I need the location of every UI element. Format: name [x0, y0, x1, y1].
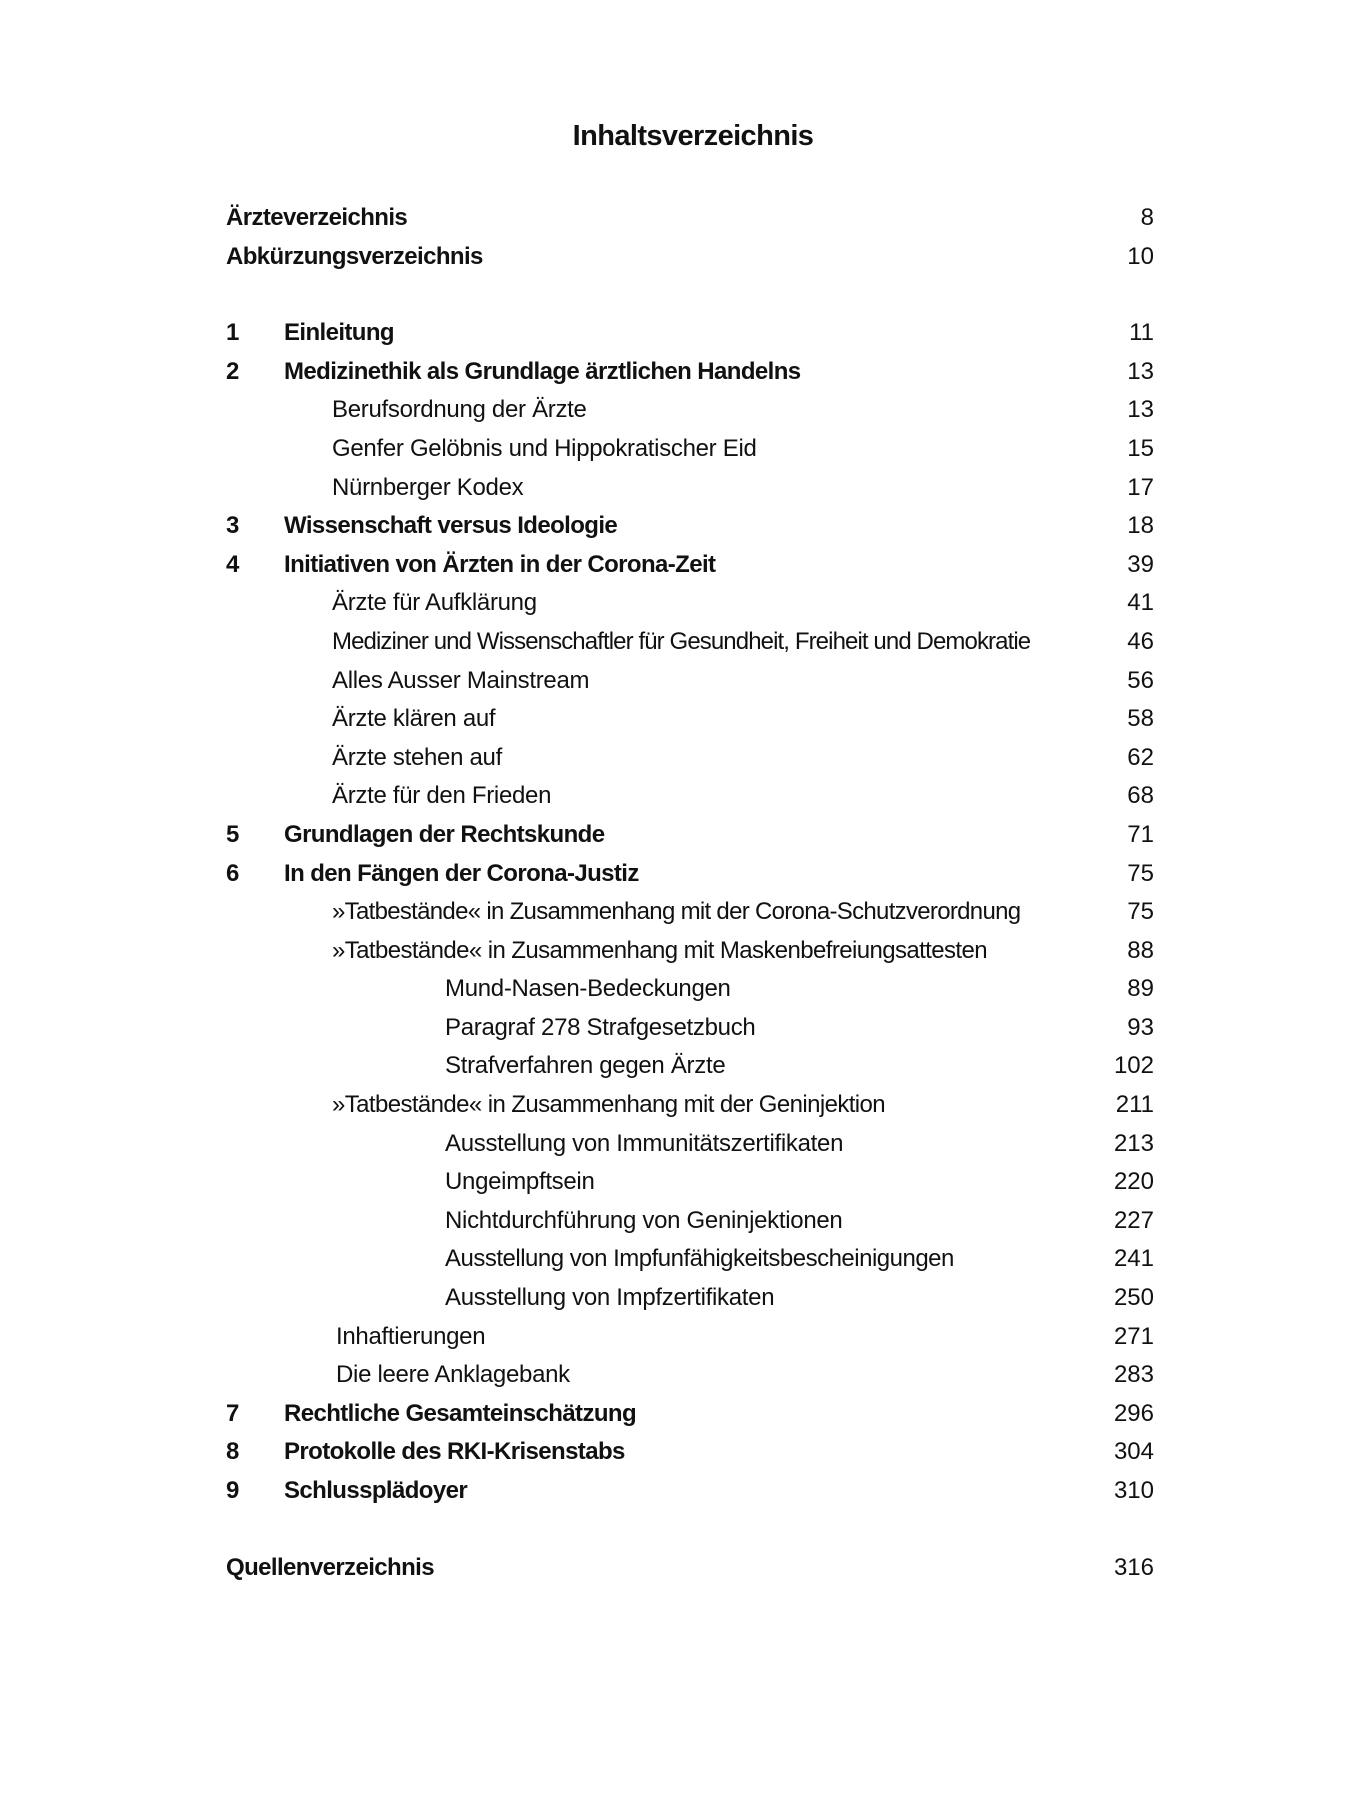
- toc-entry-label: Paragraf 278 Strafgesetzbuch: [445, 1013, 756, 1041]
- toc-entry-label: Nichtdurchführung von Geninjektionen: [445, 1206, 843, 1234]
- toc-entry-page: 102: [1113, 1052, 1154, 1080]
- toc-chapter-2[interactable]: [226, 353, 1154, 392]
- toc-entry-label: Ausstellung von Impfunfähigkeitsbescheinigungen: [445, 1245, 954, 1273]
- toc-entry-label: Ärzte für den Frieden: [332, 782, 552, 810]
- toc-section[interactable]: [226, 662, 1154, 701]
- toc-entry-label: Nürnberger Kodex: [332, 473, 524, 501]
- chapter-number: 1: [226, 319, 239, 347]
- chapter-number: 8: [226, 1438, 239, 1466]
- toc-entry-label: Wissenschaft versus Ideologie: [284, 512, 618, 540]
- toc-entry-page: 41: [1127, 589, 1154, 617]
- toc-entry-label: Ärzte klären auf: [332, 705, 496, 733]
- toc-entry-page: 304: [1113, 1438, 1154, 1466]
- toc-entry-label: Strafverfahren gegen Ärzte: [445, 1052, 726, 1080]
- toc-entry-page: 75: [1127, 859, 1154, 887]
- toc-entry-label: Mund-Nasen-Bedeckungen: [445, 975, 731, 1003]
- chapter-number: 5: [226, 820, 239, 848]
- toc-entry-page: 56: [1127, 666, 1154, 694]
- toc-entry-label: Einleitung: [284, 319, 394, 347]
- toc-entry-page: 71: [1127, 820, 1154, 848]
- toc-entry-page: 93: [1127, 1013, 1154, 1041]
- chapter-number: 4: [226, 550, 239, 578]
- toc-entry-page: 250: [1113, 1284, 1154, 1312]
- chapter-number: 9: [226, 1477, 239, 1504]
- toc-entry-label: Medizinethik als Grundlage ärztlichen Handelns: [284, 357, 801, 385]
- toc-entry-label: Inhaftierungen: [336, 1322, 486, 1350]
- toc-entry-page: 13: [1127, 357, 1154, 385]
- page-title: Inhaltsverzeichnis: [572, 120, 814, 152]
- toc-section[interactable]: [226, 391, 1154, 430]
- toc-entry-label: Ärzte stehen auf: [332, 743, 502, 771]
- toc-entry-page: 18: [1127, 512, 1154, 540]
- toc-entry-label: Quellenverzeichnis: [226, 1553, 434, 1581]
- toc-chapter-6[interactable]: [226, 855, 1154, 894]
- toc-entry-label: »Tatbestände« in Zusammenhang mit der Corona-Schutzverordnung: [332, 898, 1021, 926]
- toc-entry-label: Ausstellung von Impfzertifikaten: [445, 1284, 775, 1312]
- toc-entry-page: 58: [1127, 705, 1154, 733]
- toc-chapter-8[interactable]: [226, 1433, 1154, 1472]
- toc-subsection[interactable]: [226, 970, 1154, 1009]
- toc-entry-label: Ausstellung von Immunitätszertifikaten: [445, 1129, 844, 1157]
- toc-entry-page: 10: [1127, 242, 1154, 270]
- toc-entry-label: Ärzteverzeichnis: [226, 204, 408, 231]
- toc-subsection[interactable]: [226, 1240, 1154, 1279]
- toc-entry-label: Genfer Gelöbnis und Hippokratischer Eid: [332, 434, 757, 462]
- toc-entry-quellenverzeichnis[interactable]: [226, 1549, 1154, 1588]
- toc-section[interactable]: [226, 700, 1154, 739]
- toc-chapter-5[interactable]: [226, 816, 1154, 855]
- toc-entry-label: Berufsordnung der Ärzte: [332, 396, 587, 424]
- toc-entry-page: 211: [1115, 1091, 1154, 1119]
- toc-chapter-9[interactable]: [226, 1472, 1154, 1511]
- toc-entry-page: 283: [1113, 1361, 1154, 1389]
- toc-section[interactable]: [226, 584, 1154, 623]
- toc-subsection[interactable]: [226, 1009, 1154, 1048]
- toc-entry-page: 75: [1127, 898, 1154, 926]
- toc-subsection[interactable]: [226, 1047, 1154, 1086]
- toc-entry-label: Protokolle des RKI-Krisenstabs: [284, 1438, 625, 1466]
- toc-entry-label: »Tatbestände« in Zusammenhang mit Maskenbefreiungsattesten: [332, 936, 987, 964]
- toc-entry-page: 220: [1113, 1168, 1154, 1196]
- toc-entry-label: Mediziner und Wissenschaftler für Gesundheit, Freiheit und Demokratie: [332, 627, 1031, 655]
- toc-entry-page: 227: [1113, 1206, 1154, 1234]
- toc-section[interactable]: [226, 739, 1154, 778]
- toc-entry-page: 316: [1113, 1553, 1154, 1581]
- toc-subsection[interactable]: [226, 1125, 1154, 1164]
- toc-entry-label: Die leere Anklagebank: [336, 1361, 570, 1389]
- toc-subsection[interactable]: [226, 1279, 1154, 1318]
- toc-section[interactable]: [226, 777, 1154, 816]
- toc-section[interactable]: [226, 932, 1154, 971]
- toc-entry-page: 310: [1113, 1477, 1154, 1504]
- toc-section[interactable]: [226, 469, 1154, 508]
- toc-chapter-3[interactable]: [226, 507, 1154, 546]
- toc-entry-label: Ungeimpftsein: [445, 1168, 595, 1196]
- toc-entry-page: 296: [1113, 1399, 1154, 1427]
- toc-entry-page: 62: [1127, 743, 1154, 771]
- toc-section[interactable]: [226, 430, 1154, 469]
- chapter-number: 7: [226, 1399, 239, 1427]
- toc-entry-aerzteverzeichnis[interactable]: [226, 199, 1154, 238]
- toc-entry-label: Abkürzungsverzeichnis: [226, 242, 483, 270]
- toc-entry-label: Rechtliche Gesamteinschätzung: [284, 1399, 637, 1427]
- toc-subsection[interactable]: [226, 1202, 1154, 1241]
- toc-chapter-7[interactable]: [226, 1395, 1154, 1434]
- toc-entry-abkuerzungsverzeichnis[interactable]: [226, 238, 1154, 277]
- chapter-number: 3: [226, 512, 239, 540]
- toc-entry-page: 68: [1127, 782, 1154, 810]
- toc-section[interactable]: [226, 1318, 1154, 1357]
- toc-entry-page: 89: [1127, 975, 1154, 1003]
- toc-entry-label: Grundlagen der Rechtskunde: [284, 820, 605, 848]
- toc-entry-page: 11: [1129, 319, 1154, 347]
- toc-section[interactable]: [226, 623, 1154, 662]
- toc-entry-page: 15: [1127, 434, 1154, 462]
- toc-entry-page: 17: [1127, 473, 1154, 501]
- toc-entry-page: 271: [1113, 1322, 1154, 1350]
- toc-entry-page: 13: [1127, 396, 1154, 424]
- toc-entry-page: 39: [1127, 550, 1154, 578]
- table-of-contents: [226, 199, 1154, 1587]
- chapter-number: 6: [226, 859, 239, 887]
- toc-entry-label: Alles Ausser Mainstream: [332, 666, 590, 694]
- toc-entry-label: Ärzte für Aufklärung: [332, 589, 537, 617]
- toc-chapter-4[interactable]: [226, 546, 1154, 585]
- toc-entry-page: 241: [1113, 1245, 1154, 1273]
- toc-entry-label: Initiativen von Ärzten in der Corona-Zeit: [284, 550, 716, 578]
- toc-entry-page: 46: [1127, 627, 1154, 655]
- toc-subsection[interactable]: [226, 1163, 1154, 1202]
- toc-entry-label: Schlussplädoyer: [284, 1477, 468, 1504]
- toc-entry-page: 88: [1127, 936, 1154, 964]
- chapter-number: 2: [226, 357, 239, 385]
- toc-entry-page: 8: [1140, 204, 1154, 231]
- toc-entry-page: 213: [1113, 1129, 1154, 1157]
- toc-entry-label: In den Fängen der Corona-Justiz: [284, 859, 639, 887]
- toc-section[interactable]: [226, 893, 1154, 932]
- toc-section[interactable]: [226, 1086, 1154, 1125]
- toc-chapter-1[interactable]: [226, 314, 1154, 353]
- toc-section[interactable]: [226, 1356, 1154, 1395]
- toc-entry-label: »Tatbestände« in Zusammenhang mit der Geninjektion: [332, 1091, 886, 1119]
